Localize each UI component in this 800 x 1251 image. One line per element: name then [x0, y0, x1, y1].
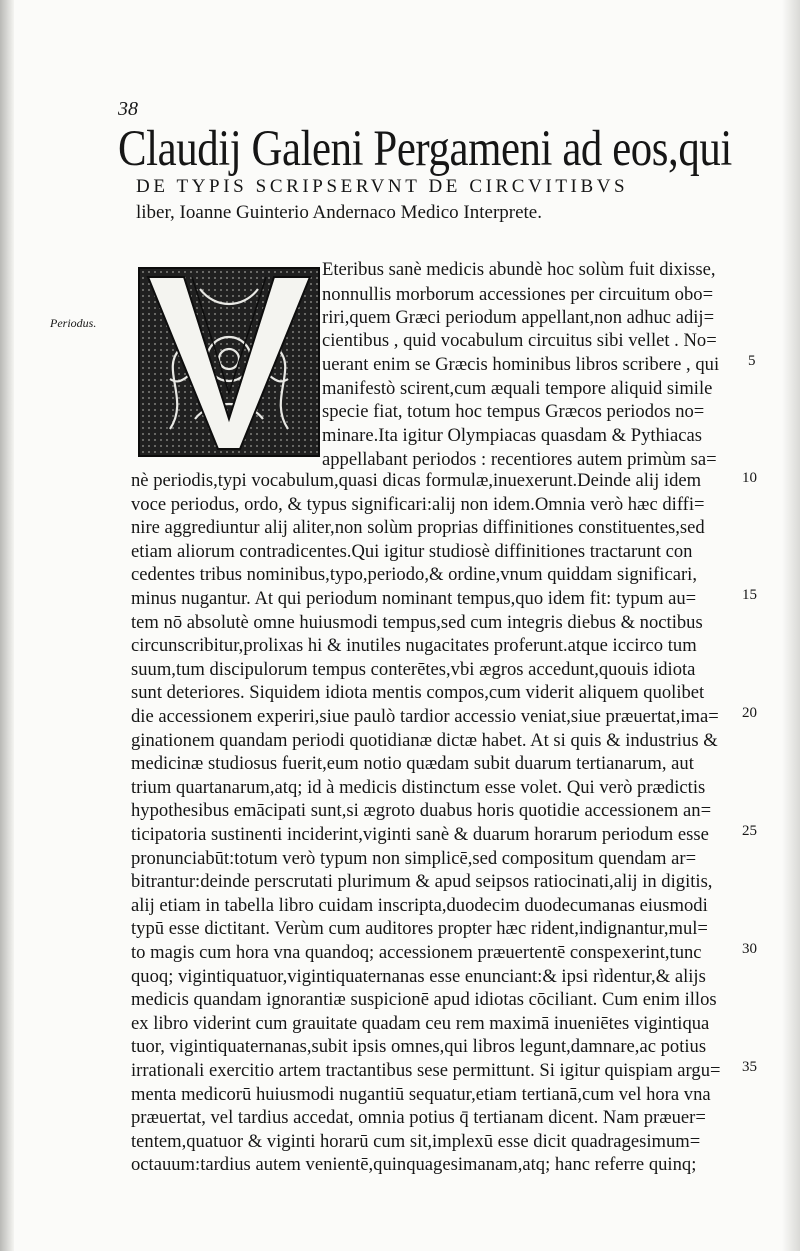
text-line: nè periodis,typi vocabulum,quasi dicas formulæ,inuexerunt.Deinde alij idem: [131, 470, 702, 491]
text-line: medicis quandam ignorantiæ suspicionē apud idiotas cōciliant. Cum enim illos: [131, 989, 717, 1010]
text-line: voce periodus, ordo, & typus significari:alij non idem.Omnia verò hæc diffi=: [131, 494, 705, 515]
text-line: cedentes tribus nominibus,typo,periodo,& ordine,vnum quiddam significari,: [131, 564, 697, 585]
text-line: suum,tum discipulorum tempus conterētes,vbi ægros accedunt,quouis idiota: [131, 659, 696, 680]
text-line: cientibus , quid vocabulum circuitus sibi vellet . No=: [322, 330, 717, 351]
text-line: die accessionem experiri,siue paulò tardior accessio veniat,siue præuertat,ima=: [131, 706, 719, 727]
line-number: 25: [742, 823, 757, 839]
text-line: uerant enim se Græcis hominibus libros scribere , qui: [322, 354, 720, 375]
text-line: minus nugantur. At qui periodum nominant tempus,quo idem fit: typum au=: [131, 588, 697, 609]
text-line: pronunciabūt:totum verò typum non simplicē,sed compositum quendam ar=: [131, 848, 697, 869]
line-number: 15: [742, 587, 757, 603]
line-number: 10: [742, 470, 757, 486]
text-line: præuertat, vel tardius accedat, omnia potius q̄ tertianam dicent. Nam præuer=: [131, 1107, 706, 1128]
text-line: tem nō absolutè omne huiusmodi tempus,sed cum integris diebus & noctibus: [131, 612, 703, 633]
translator-line: liber, Ioanne Guinterio Andernaco Medico Interprete.: [136, 202, 542, 223]
line-number: 35: [742, 1059, 757, 1075]
text-line: typū esse dictitant. Verùm cum auditores propter hæc rident,indignantur,mul=: [131, 918, 708, 939]
text-line: etiam aliorum contradicentes.Qui igitur studiosè diffinitiones tractarunt con: [131, 541, 693, 562]
text-line: octauum:tardius autem venientē,quinquagesimanam,atq; hanc referre quinq;: [131, 1154, 697, 1175]
text-line: trium quartanarum,atq; id à medicis distinctum esse volet. Qui verò prædictis: [131, 777, 706, 798]
text-line: nire aggrediuntur alij aliter,non solùm proprias diffinitiones constituentes,sed: [131, 517, 705, 538]
text-line: sunt deteriores. Siquidem idiota mentis compos,cum viderit aliquem quolibet: [131, 682, 705, 703]
margin-note: Periodus.: [50, 316, 97, 330]
text-line: medicinæ studiosus fuerit,eum notio quædam subit duarum tertianarum, aut: [131, 753, 694, 774]
text-line: appellabant periodos : recentiores autem primùm sa=: [322, 449, 717, 470]
text-line: ex libro viderint cum grauitate quadam ceu rem maximā inueniētes vigintiqua: [131, 1013, 710, 1034]
line-number: 30: [742, 941, 757, 957]
text-line: to magis cum hora vna quandoq; accessionem præuertentē conspexerint,tunc: [131, 942, 702, 963]
text-line: circunscribitur,prolixas hi & inutiles nugacitates proferunt.atque iccirco tum: [131, 635, 697, 656]
text-line: Eteribus sanè medicis abundè hoc solùm fuit dixisse,: [322, 259, 716, 280]
text-line: bitrantur:deinde perscrutati plurimum & apud seipsos ratiocinati,alij in digitis,: [131, 871, 713, 892]
text-line: specie fiat, totum hoc tempus Græcos periodos no=: [322, 401, 705, 422]
page-number: 38: [118, 98, 138, 120]
text-line: manifestò scirent,cum æquali tempore aliquid simile: [322, 378, 713, 399]
text-line: menta medicorū huiusmodi nugantiū sequatur,etiam tertianā,cum vel hora vna: [131, 1084, 711, 1105]
page-title: Claudij Galeni Pergameni ad eos,qui: [118, 121, 732, 177]
text-line: tentem,quatuor & viginti horarū cum sit,implexū esse dicit quadragesimum=: [131, 1131, 701, 1152]
text-line: hypothesibus emācipati sunt,si ægroto duabus horis quotidie accessionem an=: [131, 800, 712, 821]
text-line: ginationem quandam periodi quotidianæ dictæ habet. At si quis & industrius &: [131, 730, 718, 751]
text-line: minare.Ita igitur Olympiacas quasdam & Pythiacas: [322, 425, 703, 446]
text-line: nonnullis morborum accessiones per circuitum obo=: [322, 284, 714, 305]
text-line: quoq; vigintiquatuor,vigintiquaternanas esse enunciant:& ipsi rìdentur,& alijs: [131, 966, 706, 987]
line-number: 20: [742, 705, 757, 721]
page-subtitle: DE TYPIS SCRIPSERVNT DE CIRCVITIBVS: [136, 176, 629, 197]
text-line: ticipatoria sustinenti inciderint,viginti sanè & duarum horarum periodum esse: [131, 824, 709, 845]
text-line: alij etiam in tabella libro cuidam inscripta,duodecim duodecumanas eiusmodi: [131, 895, 708, 916]
text-line: tuor, vigintiquaternanas,subit ipsis omnes,qui libros legunt,damnare,ac potius: [131, 1036, 707, 1057]
line-number: 5: [748, 353, 756, 369]
text-line: irrationali exercitio artem tractantibus sese permittunt. Si igitur quispiam argu=: [131, 1060, 721, 1081]
text-line: riri,quem Græci periodum appellant,non adhuc adij=: [322, 307, 715, 328]
